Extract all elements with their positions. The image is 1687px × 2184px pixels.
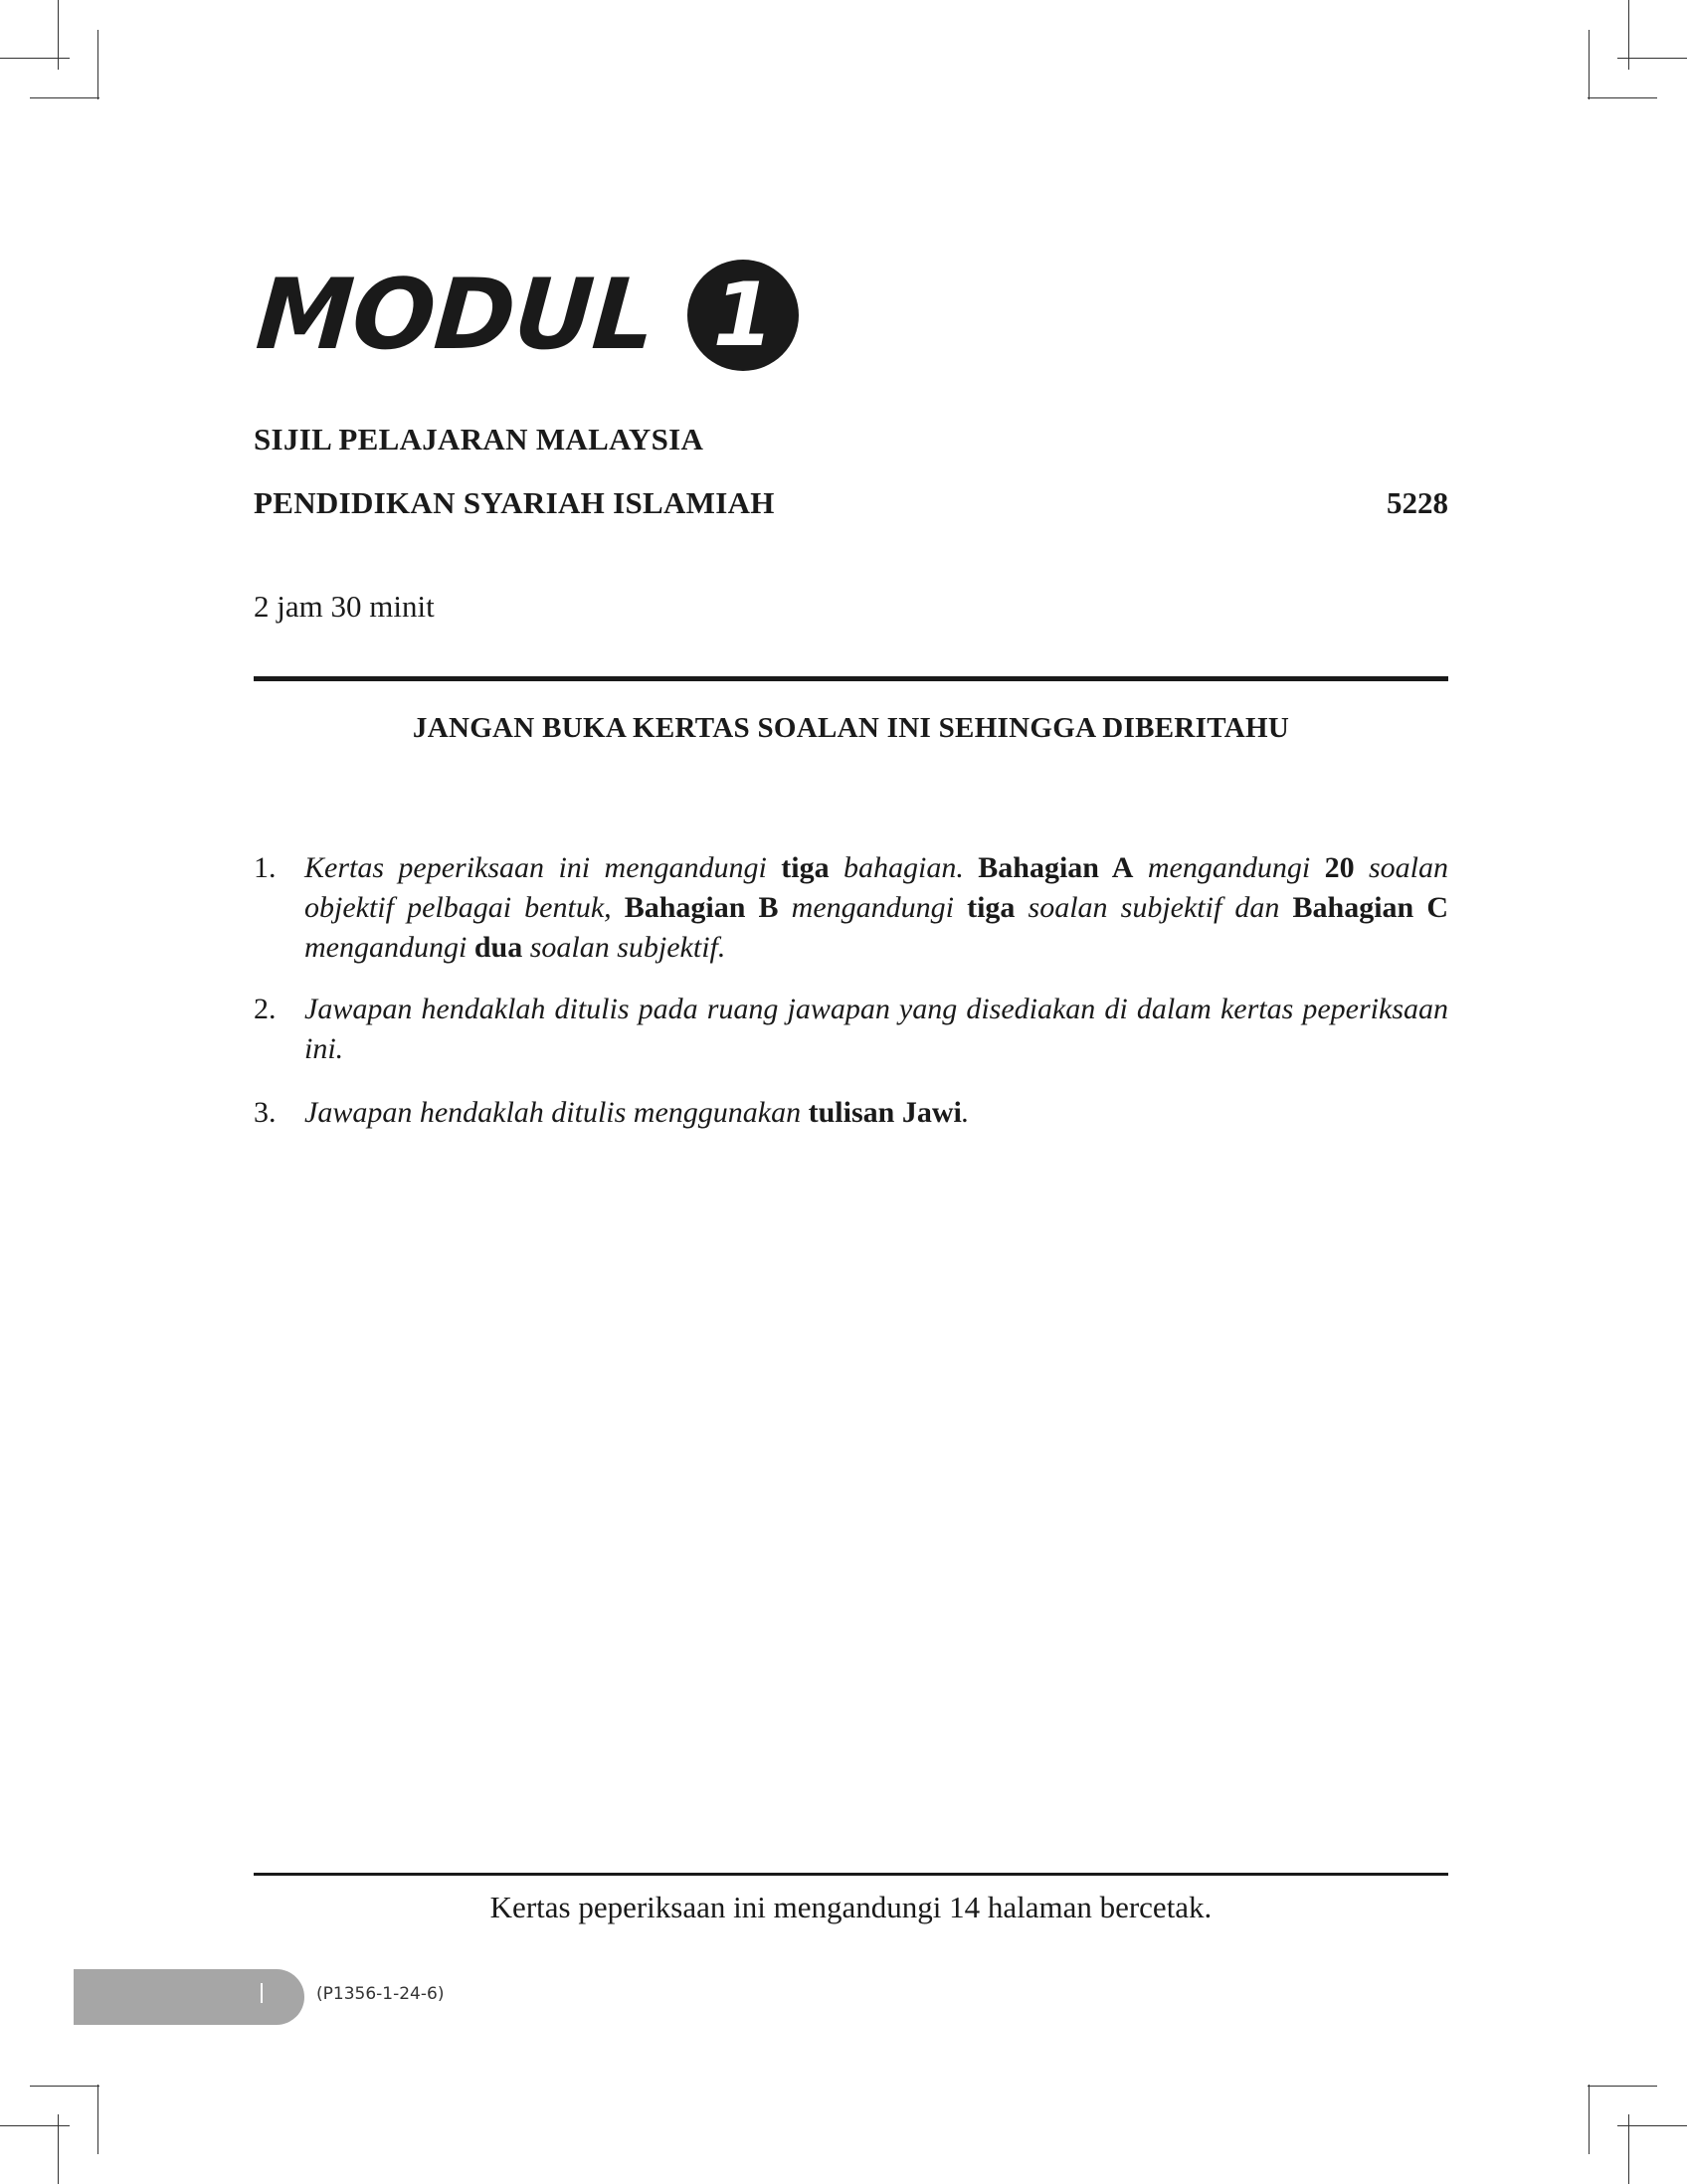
warning-notice: JANGAN BUKA KERTAS SOALAN INI SEHINGGA DIBERITAHU <box>412 712 1290 744</box>
exam-name: SIJIL PELAJARAN MALAYSIA <box>254 422 704 456</box>
instruction-number: 1. <box>254 851 277 884</box>
instruction-text: Jawapan hendaklah ditulis pada ruang jawapan yang disediakan di dalam kertas peperiksaan ini. <box>304 993 1448 1065</box>
crop-mark <box>30 97 99 98</box>
subject-name: PENDIDIKAN SYARIAH ISLAMIAH <box>254 485 775 520</box>
crop-mark <box>1588 2086 1657 2087</box>
instruction-number: 3. <box>254 1096 277 1129</box>
crop-mark <box>97 30 98 99</box>
module-number-badge: 1 <box>687 260 799 371</box>
subject-code: 5228 <box>1387 485 1448 520</box>
crop-mark <box>97 2085 98 2154</box>
divider <box>254 676 1448 681</box>
crop-mark <box>0 2125 70 2126</box>
page-tab <box>74 1969 304 2025</box>
footer-divider <box>254 1873 1448 1876</box>
crop-mark <box>1589 2085 1590 2154</box>
module-title <box>253 259 799 372</box>
crop-mark <box>1617 58 1687 59</box>
module-title-word: MODUL <box>253 259 658 372</box>
crop-mark <box>30 2086 99 2087</box>
instruction-text: Jawapan hendaklah ditulis menggunakan tulisan Jawi. <box>304 1096 970 1129</box>
crop-mark <box>1617 2125 1687 2126</box>
instruction-item <box>254 848 1448 968</box>
page-count-note: Kertas peperiksaan ini mengandungi 14 halaman bercetak. <box>489 1890 1213 1924</box>
crop-mark <box>1589 30 1590 99</box>
reference-code: (P1356-1-24-6) <box>316 1984 445 2004</box>
page-tab-marker <box>261 1983 263 2003</box>
exam-duration: 2 jam 30 minit <box>254 589 435 624</box>
instruction-item <box>254 990 1448 1069</box>
instruction-number: 2. <box>254 993 277 1025</box>
instruction-item <box>254 1093 1448 1133</box>
crop-mark <box>1628 0 1629 70</box>
instruction-text: Kertas peperiksaan ini mengandungi tiga bahagian. Bahagian A mengandungi 20 soalan objektif pelbagai bentuk, Bahagian B mengandungi tiga soalan subjektif dan Bahagian C mengandungi dua soalan subjektif. <box>304 851 1448 964</box>
crop-mark <box>58 0 59 70</box>
crop-mark <box>1588 97 1657 98</box>
crop-mark <box>0 58 70 59</box>
